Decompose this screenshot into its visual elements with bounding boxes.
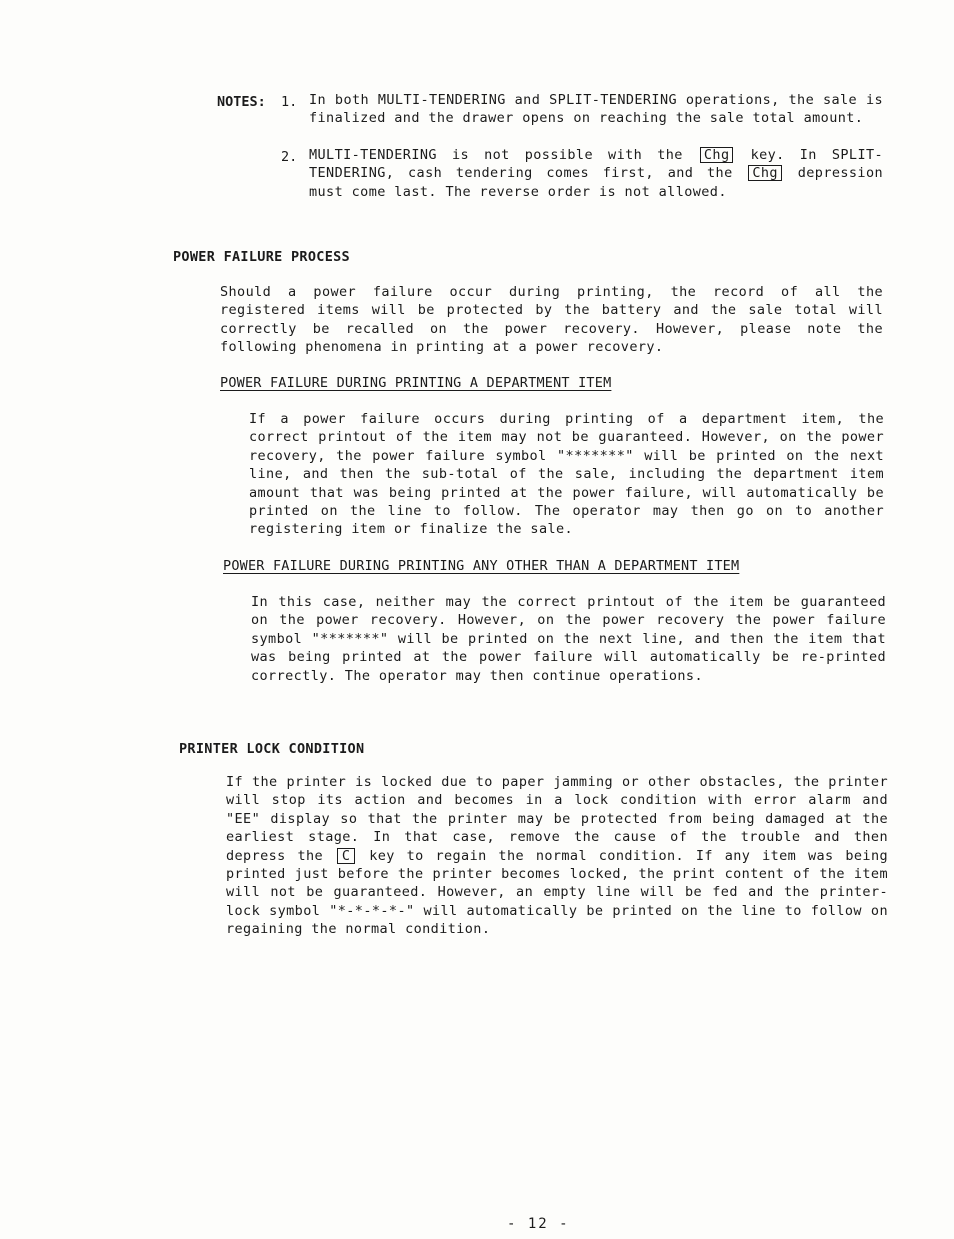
dept-item-text: If a power failure occurs during printing of a department item, the correct printout of the item may not be guaranteed. However, on the power recovery, the power failure symbol "*******" will be printed on the next line, and then the sub-total of the sale, including the department item amount that was being printed at the power failure, will automatically be printed on the line to follow. The operator may then go on to another registering item or finalize the sale. (249, 411, 884, 538)
note-2-text-b: key. In SPLIT-TENDERING, cash tendering comes first, and the (309, 147, 884, 182)
page-number: - 12 - (507, 1216, 570, 1232)
printer-lock-text-b: key to regain the normal condition. If any item was being printed just before the printer becomes locked, the print content of the item will not be guaranteed. However, an empty line will be fed and the printer-lock symbol "*-*-*-*-" will automatically be printed on the line to follow on regaining the normal condition. (226, 847, 889, 938)
notes-label: NOTES: (217, 94, 266, 110)
power-failure-intro: Should a power failure occur during printing, the record of all the registered items will be protected by the battery and the sale total will correctly be recalled on the power recovery. However, please note the following phenomena in printing at a power recovery. (220, 284, 883, 356)
note-2-text-a: MULTI-TENDERING is not possible with the (309, 147, 683, 163)
printer-lock-heading: PRINTER LOCK CONDITION (179, 741, 365, 757)
chg-key-icon-2: Chg (748, 165, 782, 181)
power-failure-heading: POWER FAILURE PROCESS (173, 249, 350, 265)
chg-key-icon: Chg (700, 147, 734, 163)
note-2-text (309, 146, 883, 201)
printer-lock-text-a: If the printer is locked due to paper jamming or other obstacles, the printer will stop its action and becomes in a lock condition with error alarm and "EE" display so that the printer may be protected from being damaged at the earliest stage. In that case, remove the cause of the trouble and then depress the (226, 774, 888, 864)
dept-item-subheading: POWER FAILURE DURING PRINTING A DEPARTMENT ITEM (220, 375, 612, 391)
note-1-text: In both MULTI-TENDERING and SPLIT-TENDERING operations, the sale is finalized and the drawer opens on reaching the sale total amount. (309, 92, 883, 127)
other-item-subheading: POWER FAILURE DURING PRINTING ANY OTHER THAN A DEPARTMENT ITEM (223, 558, 740, 574)
c-key-icon: C (337, 848, 356, 864)
note-2-number: 2. (281, 149, 298, 165)
note-2-text-c: depression must come last. The reverse order is not allowed. (309, 165, 884, 200)
other-item-text: In this case, neither may the correct printout of the item be guaranteed on the power recovery. However, on the power recovery the power failure symbol "*******" will be printed on the next line, and then the item that was being printed at the power failure will automatically be re-printed correctly. The operator may then continue operations. (251, 594, 886, 684)
printer-lock-text (226, 773, 888, 939)
note-1-number: 1. (281, 94, 298, 110)
